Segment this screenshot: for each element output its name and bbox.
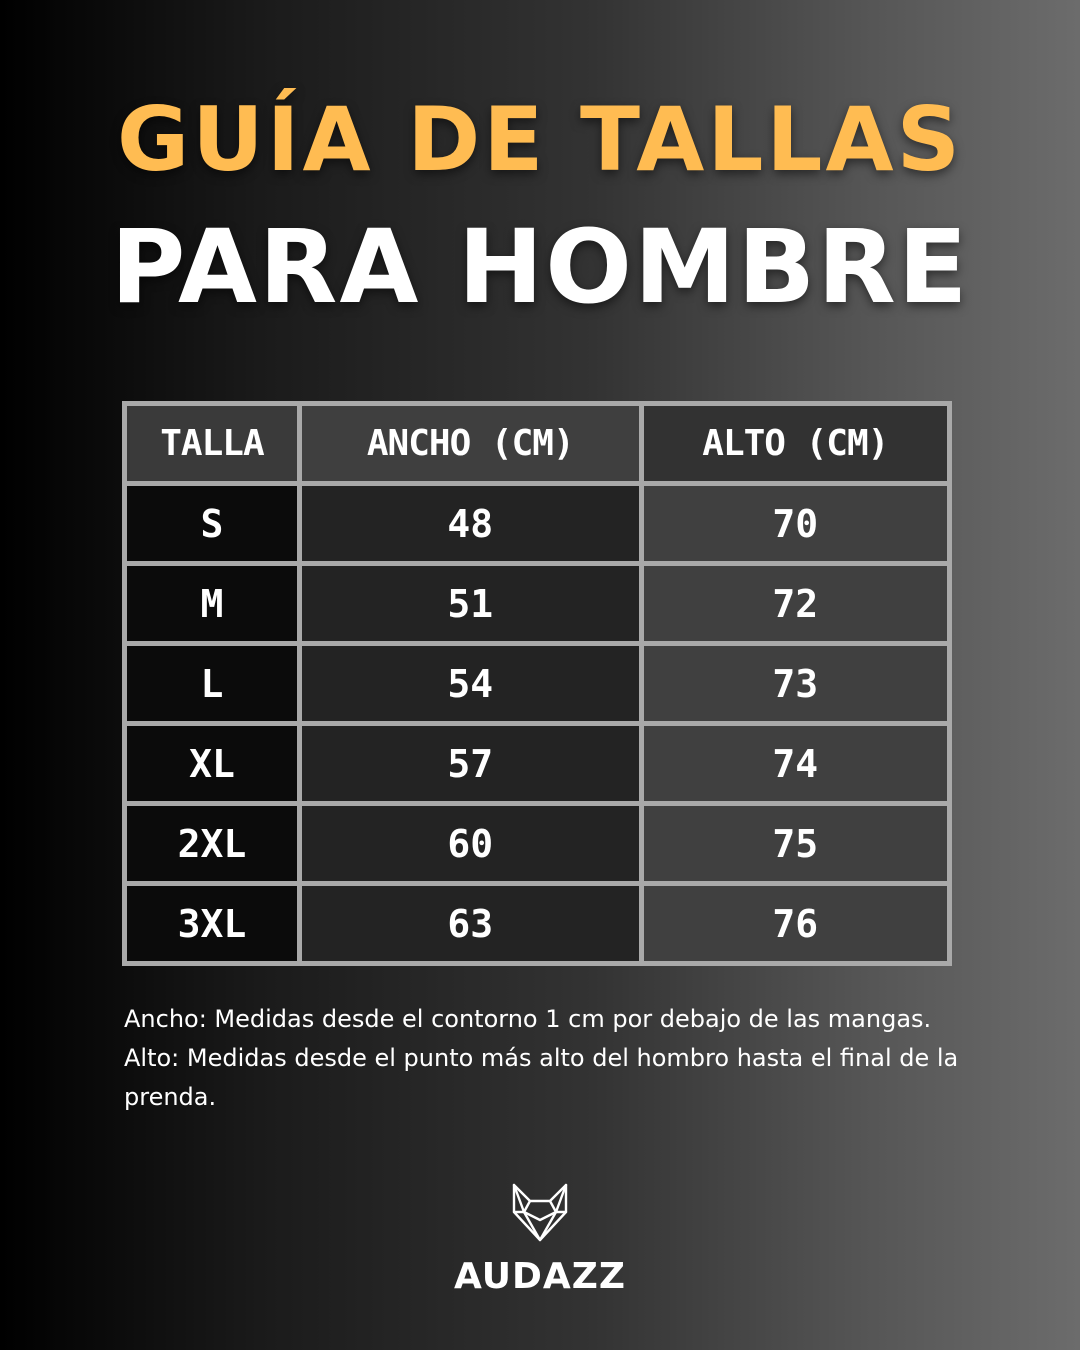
title-line-2: PARA HOMBRE bbox=[110, 208, 970, 327]
cell-ancho: 60 bbox=[299, 804, 641, 884]
brand-logo bbox=[0, 1182, 1080, 1297]
table-row bbox=[125, 884, 950, 964]
cell-talla: S bbox=[125, 484, 300, 564]
cell-alto: 74 bbox=[641, 724, 949, 804]
title-line-1: GUÍA DE TALLAS bbox=[117, 88, 963, 191]
size-notes bbox=[124, 1000, 984, 1117]
brand-name: AUDAZZ bbox=[454, 1256, 626, 1297]
cell-alto: 73 bbox=[641, 644, 949, 724]
cell-ancho: 54 bbox=[299, 644, 641, 724]
cell-alto: 70 bbox=[641, 484, 949, 564]
table-row bbox=[125, 804, 950, 884]
cell-ancho: 51 bbox=[299, 564, 641, 644]
cell-alto: 72 bbox=[641, 564, 949, 644]
cell-ancho: 63 bbox=[299, 884, 641, 964]
note-alto: Alto: Medidas desde el punto más alto del hombro hasta el final de la prenda. bbox=[124, 1044, 959, 1111]
cell-talla: M bbox=[125, 564, 300, 644]
size-table bbox=[122, 401, 952, 966]
cell-ancho: 48 bbox=[299, 484, 641, 564]
cell-ancho: 57 bbox=[299, 724, 641, 804]
fox-head-icon bbox=[508, 1182, 572, 1244]
cell-alto: 75 bbox=[641, 804, 949, 884]
table-row bbox=[125, 644, 950, 724]
header-alto: ALTO (CM) bbox=[641, 404, 949, 484]
table-row bbox=[125, 564, 950, 644]
cell-talla: XL bbox=[125, 724, 300, 804]
cell-talla: 3XL bbox=[125, 884, 300, 964]
note-ancho: Ancho: Medidas desde el contorno 1 cm por debajo de las mangas. bbox=[124, 1005, 932, 1033]
header-ancho: ANCHO (CM) bbox=[299, 404, 641, 484]
table-row bbox=[125, 484, 950, 564]
cell-talla: 2XL bbox=[125, 804, 300, 884]
table-header-row bbox=[125, 404, 950, 484]
table-row bbox=[125, 724, 950, 804]
cell-talla: L bbox=[125, 644, 300, 724]
header-talla: TALLA bbox=[125, 404, 300, 484]
cell-alto: 76 bbox=[641, 884, 949, 964]
